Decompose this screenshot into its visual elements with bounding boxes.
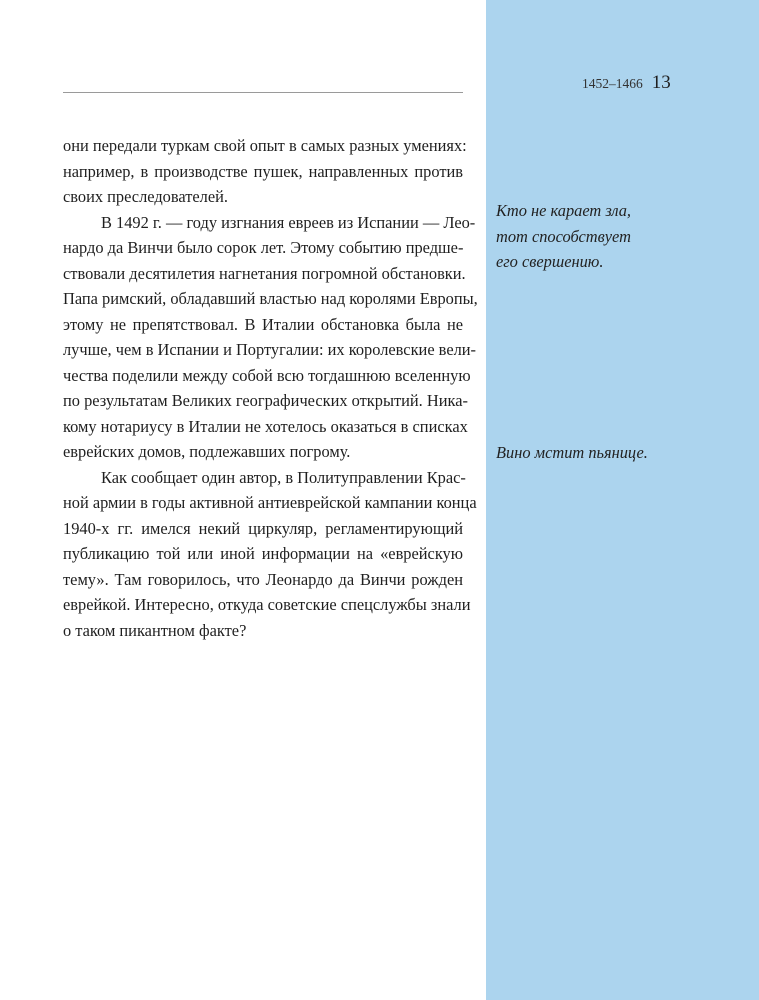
text-line: тему». Там говорилось, что Леонардо да Винчи рожден [63, 569, 463, 589]
text-line: лучше, чем в Испании и Португалии: их королевские вели- [63, 340, 477, 359]
text-line: ной армии в годы активной антиеврейской кампании конца [63, 493, 477, 512]
text-line: кому нотариусу в Италии не хотелось оказаться в списках [63, 416, 468, 436]
text-line: Как сообщает один автор, в Политуправлении Крас- [101, 467, 466, 487]
text-line: еврейских домов, подлежавших погрому. [63, 442, 351, 461]
header-rule [63, 92, 463, 93]
sidebar-quote-1 [496, 198, 631, 275]
quote-line: тот способствует [496, 226, 631, 246]
text-line: о таком пикантном факте? [63, 620, 247, 640]
text-line: В 1492 г. — году изгнания евреев из Испании — Лео- [101, 212, 476, 232]
paragraph-3 [63, 465, 477, 644]
text-line: чества поделили между собой всю тогдашнюю вселенную [63, 365, 471, 385]
sidebar-quote-2 [496, 440, 648, 466]
paragraph-2 [63, 210, 478, 465]
text-line: своих преследователей. [63, 187, 228, 206]
text-line: по результатам Великих географических открытий. Ника- [63, 391, 468, 410]
text-line: 1940-х гг. имелся некий циркуляр, регламентирующий [63, 518, 463, 538]
text-line: например, в производстве пушек, направленных против [63, 161, 463, 181]
text-line: они передали туркам свой опыт в самых разных умениях: [63, 136, 467, 155]
text-line: еврейкой. Интересно, откуда советские спецслужбы знали [63, 595, 471, 614]
running-head [582, 72, 671, 94]
page-number: 13 [651, 72, 671, 93]
text-line: этому не препятствовал. В Италии обстановка была не [63, 314, 463, 334]
quote-line: Кто не карает зла, [496, 201, 631, 220]
main-text [63, 133, 478, 643]
text-line: нардо да Винчи было сорок лет. Этому событию предше- [63, 238, 464, 257]
text-line: публикацию той или иной информации на «еврейскую [63, 544, 463, 563]
text-line: ствовали десятилетия нагнетания погромной обстановки. [63, 263, 466, 283]
quote-line: его свершению. [496, 252, 604, 271]
paragraph-1 [63, 133, 467, 210]
text-line: Папа римский, обладавший властью над королями Европы, [63, 289, 478, 308]
running-head-years: 1452–1466 [582, 76, 643, 91]
quote-line: Вино мстит пьянице. [496, 443, 648, 462]
sidebar-panel [486, 0, 759, 1000]
